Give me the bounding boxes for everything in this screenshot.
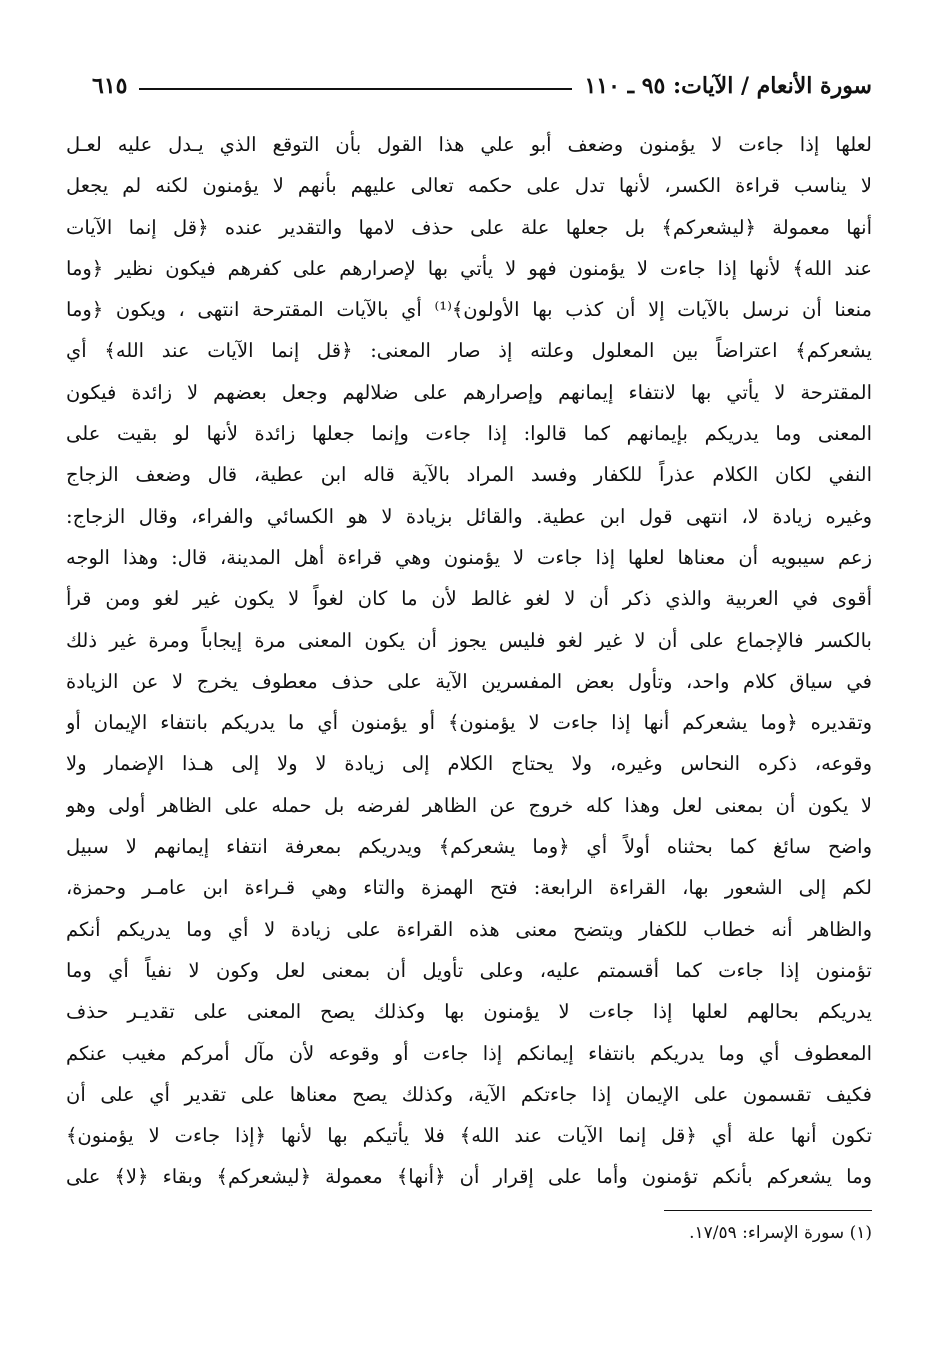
text-line: زعم سيبويه أن معناها لعلها إذا جاءت لا يؤمنون وهي قراءة أهل المدينة، قال: وهذا الوجه xyxy=(66,545,872,569)
text-line: واضح سائغ كما بحثناه أولاً أي ﴿وما يشعركم﴾ ويدريكم بمعرفة انتفاء إيمانهم لا سبيل xyxy=(66,835,872,859)
footnote-divider xyxy=(664,1210,872,1211)
text-line: أقوى في العربية والذي ذكر أن لا لغو غالط لأن ما كان لغواً لا يكون غير لغو ومن قرأ xyxy=(66,587,872,611)
text-line: والظاهر أنه خطاب للكفار ويتضح معنى هذه القراءة على زيادة لا أي وما يدريكم أنكم xyxy=(66,917,872,941)
header-rule xyxy=(139,88,572,90)
page-number: ٦١٥ xyxy=(92,73,128,99)
text-line: عند الله﴾ لأنها إذا جاءت لا يؤمنون فهو لا يأتي بها لإصرارهم على كفرهم فيكون نظير ﴿وما xyxy=(66,256,872,280)
text-line: لا يكون أن بمعنى لعل وهذا كله خروج عن الظاهر لفرضه بل حمله على الظاهر أولى وهو xyxy=(66,793,872,817)
text-line: لكم إلى الشعور بها، القراءة الرابعة: فتح الهمزة والتاء وهي قـراءة ابن عامـر وحمزة، xyxy=(66,876,872,900)
text-line: المقترحة لا يأتي بها لانتفاء إيمانهم وإصرارهم على ضلالهم وجعل بعضهم لا زائدة فيكون xyxy=(66,380,872,404)
text-line: لعلها إذا جاءت لا يؤمنون وضعف أبو علي هذا القول بأن التوقع الذي يـدل عليه لعـل xyxy=(66,133,872,156)
body-text xyxy=(66,124,872,1198)
text-line: لا يناسب قراءة الكسر، لأنها تدل على حكمه تعالى عليهم بأنهم لا يؤمنون لكنه لم يجعل xyxy=(66,174,872,198)
text-line: أنها معمولة ﴿ليشعركم﴾ بل جعلها علة على حذف لامها والتقدير عنده ﴿قل إنما الآيات xyxy=(66,215,872,239)
text-line: النفي لكان الكلام عذراً للكفار وفسد المراد بالآية قاله ابن عطية، قال وضعف الزجاج xyxy=(66,463,872,487)
text-line: فكيف تقسمون على الإيمان إذا جاءتكم الآية، وكذلك يصح معناها على تقدير أي على أن xyxy=(66,1082,872,1106)
text-line: يشعركم﴾ اعتراضاً بين المعلول وعلته إذ صار المعنى: ﴿قل إنما الآيات عند الله﴾ أي xyxy=(66,339,872,363)
running-title: سورة الأنعام / الآيات: ٩٥ ـ ١١٠ xyxy=(584,73,872,99)
text-line: وغيره زيادة لا، انتهى قول ابن عطية. والقائل بزيادة لا هو الكسائي والفراء، وقال الزجاج: xyxy=(66,504,872,528)
text-line: المعنى وما يدريكم بإيمانهم كما قالوا: إذا جاءت وإنما جعلها زائدة لأنها لو بقيت على xyxy=(66,422,872,446)
text-line: وما يشعركم بأنكم تؤمنون وأما على إقرار أن ﴿أنها﴾ معمولة ﴿ليشعركم﴾ وبقاء ﴿لا﴾ على xyxy=(66,1165,872,1189)
text-line: وقوعه، ذكره النحاس وغيره، ولا يحتاج الكلام إلى زيادة لا ولا إلى هـذا الإضمار ولا xyxy=(66,752,872,776)
text-line: وتقديره ﴿وما يشعركم أنها إذا جاءت لا يؤمنون﴾ أو يؤمنون أي ما يدريكم بانتفاء الإيمان أو xyxy=(66,711,872,735)
text-line: بالكسر فالإجماع على أن لا غير لغو فليس يجوز أن يكون المعنى مرة إيجاباً ومرة غير ذلك xyxy=(66,628,872,652)
page-header xyxy=(92,66,872,106)
text-line: تؤمنون إذا جاءت كما أقسمتم عليه، وعلى تأويل أن بمعنى لعل وكون لا نفياً أي وما xyxy=(66,958,872,982)
text-line: يدريكم بحالهم لعلها إذا جاءت لا يؤمنون بها وكذلك يصح المعنى على تقديـر حذف xyxy=(66,1000,872,1024)
text-line: في سياق كلام واحد، وتأول بعض المفسرين الآية على حذف معطوف يخرج لا عن الزيادة xyxy=(66,669,872,693)
footnote: (١) سورة الإسراء: ١٧/٥٩. xyxy=(689,1223,872,1243)
text-line: المعطوف أي وما يدريكم بانتفاء إيمانكم إذا جاءت أو وقوعه لأن مآل أمركم مغيب عنكم xyxy=(66,1041,872,1065)
text-line: تكون أنها علة أي ﴿قل إنما الآيات عند الله﴾ فلا يأتيكم بها لأنها ﴿إذا جاءت لا يؤمنون﴾ xyxy=(66,1124,872,1148)
text-line: منعنا أن نرسل بالآيات إلا أن كذب بها الأولون﴾⁽¹⁾ أي بالآيات المقترحة انتهى ، ويكون ﴿وما xyxy=(66,298,872,322)
